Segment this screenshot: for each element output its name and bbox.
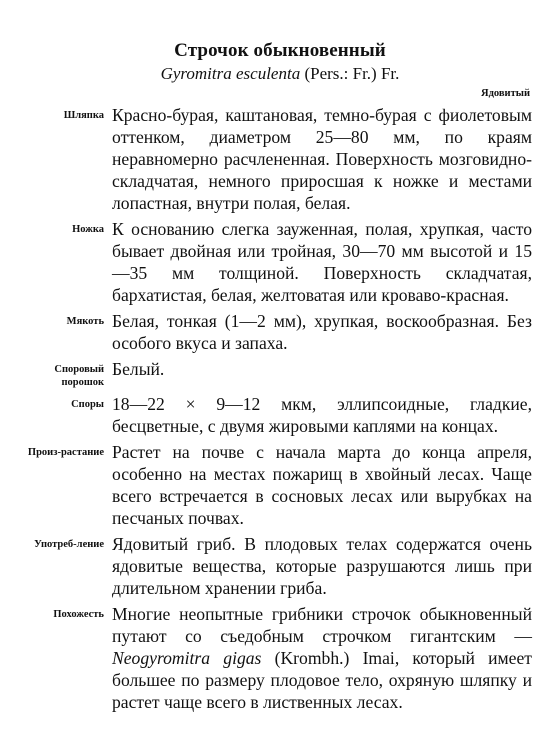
section-similarity bbox=[22, 603, 532, 713]
section-text: Белая, тонкая (1—2 мм), хрупкая, воскообразная. Без особого вкуса и запаха. bbox=[112, 311, 532, 353]
latin-name bbox=[0, 64, 560, 84]
section-habitat bbox=[22, 441, 532, 529]
description-sections bbox=[22, 104, 532, 713]
section-text: К основанию слегка зауженная, полая, хрупкая, часто бывает двойная или тройная, 30—70 мм высотой и 15—35 мм толщиной. Поверхность складчатая, бархатистая, белая, желтоватая или кроваво-красная. bbox=[112, 219, 532, 305]
section-flesh bbox=[22, 310, 532, 354]
section-text: Ядовитый гриб. В плодовых телах содержатся очень ядовитые вещества, которые разрушаются лишь при длительном хранении гриба. bbox=[112, 534, 532, 598]
similarity-text-end: (Krombh.) Imai, который имеет большее по размеру плодовое тело, охряную шляпку и растет чаще всего в лиственных лесах. bbox=[112, 648, 532, 712]
toxicity-status: Ядовитый bbox=[480, 88, 530, 99]
section-label: Споры bbox=[71, 399, 104, 410]
section-stem bbox=[22, 218, 532, 306]
section-label: Ножка bbox=[72, 224, 104, 235]
section-label: Употреб-ление bbox=[34, 539, 104, 550]
section-text bbox=[112, 603, 532, 713]
section-text: 18—22 × 9—12 мкм, эллипсоидные, гладкие, бесцветные, с двумя жировыми каплями на концах. bbox=[112, 394, 532, 436]
section-text: Красно-бурая, каштановая, темно-бурая с фиолетовым оттенком, диаметром 25—80 мм, по краям неравномерно расчлененная. Поверхность мозговидно-складчатая, немного приросшая к ножке и местами лопастная, внутри полая, белая. bbox=[112, 105, 532, 213]
page-title: Строчок обыкновенный bbox=[174, 40, 386, 61]
section-label: Произ-растание bbox=[27, 447, 104, 458]
latin-author: (Pers.: Fr.) Fr. bbox=[300, 64, 400, 83]
similar-species-name: Neogyromitra gigas bbox=[112, 648, 262, 668]
section-label: Споровый порошок bbox=[54, 364, 104, 388]
section-text: Растет на почве с начала марта до конца апреля, особенно на местах пожарищ в хвойный лесах. Чаще всего встречается в сосновых лесах или вырубках на песчаных почвах. bbox=[112, 442, 532, 528]
section-spores bbox=[22, 393, 532, 437]
similarity-text-start: Многие неопытные грибники строчок обыкновенный путают со съедобным строчком гигантским — bbox=[112, 604, 532, 646]
latin-genus-species: Gyromitra esculenta bbox=[160, 64, 301, 83]
section-label: Похожесть bbox=[53, 609, 104, 620]
section-text: Белый. bbox=[112, 359, 165, 379]
section-label: Мякоть bbox=[66, 316, 104, 327]
section-label: Шляпка bbox=[63, 110, 104, 121]
section-usage bbox=[22, 533, 532, 599]
section-spore-print bbox=[22, 358, 532, 389]
section-cap bbox=[22, 104, 532, 214]
